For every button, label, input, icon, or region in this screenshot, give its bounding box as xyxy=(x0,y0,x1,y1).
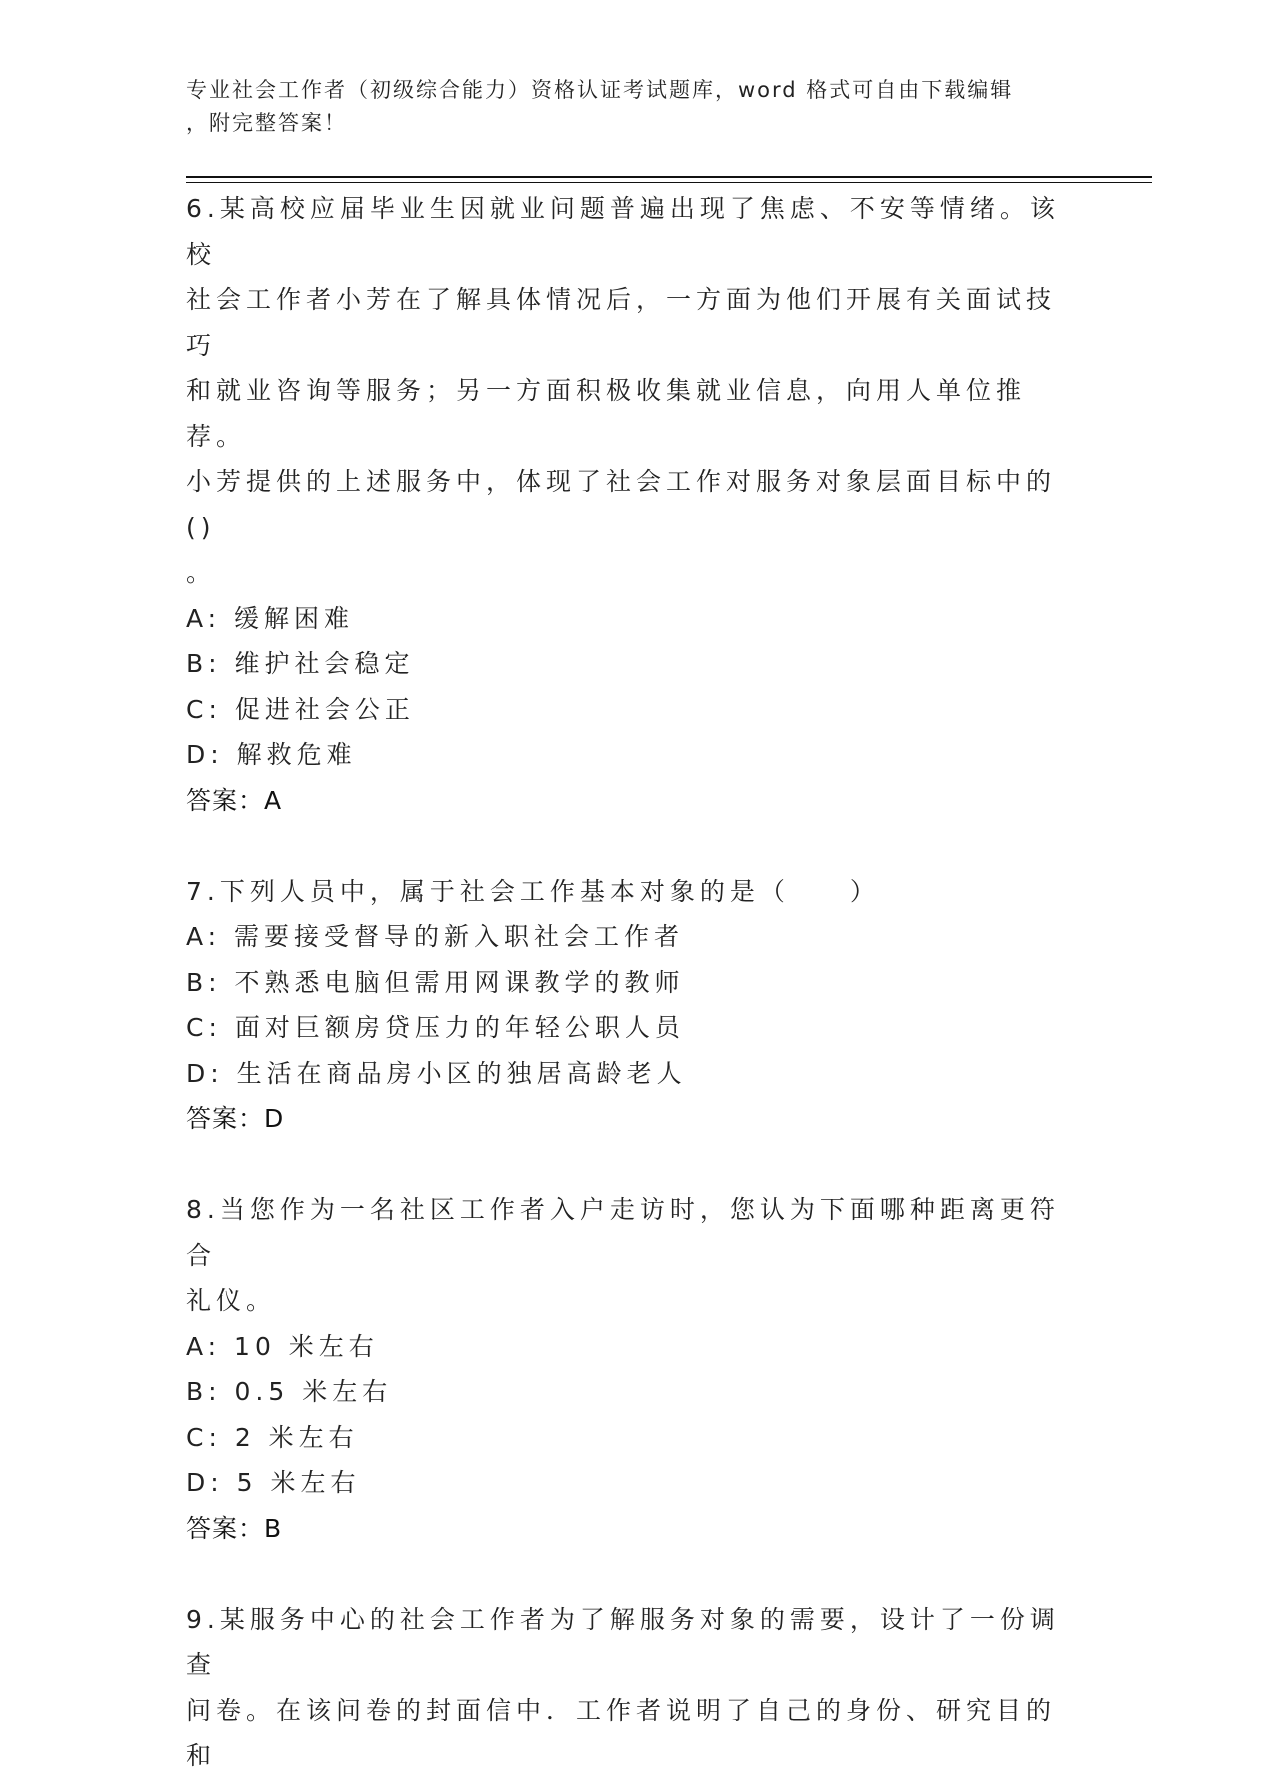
option-c: C: 面对巨额房贷压力的年轻公职人员 xyxy=(186,1013,685,1042)
question-9 xyxy=(186,1597,1066,1779)
option-a: A: 缓解困难 xyxy=(186,603,355,633)
header-line-2: ，附完整答案！ xyxy=(186,111,347,135)
answer-line: 答案：B xyxy=(186,1513,283,1543)
question-text-line: 和就业咨询等服务；另一方面积极收集就业信息，向用人单位推荐。 xyxy=(186,376,1027,451)
question-7 xyxy=(186,869,1066,1142)
option-c: C: 促进社会公正 xyxy=(186,694,415,724)
question-text-line: 小芳提供的上述服务中，体现了社会工作对服务对象层面目标中的() xyxy=(186,467,1057,542)
spacer xyxy=(186,823,1066,869)
question-6 xyxy=(186,186,1066,823)
spacer xyxy=(186,1551,1066,1597)
option-a: A: 需要接受督导的新入职社会工作者 xyxy=(186,922,685,951)
question-8 xyxy=(186,1187,1066,1551)
page-header xyxy=(186,74,1086,140)
option-d: D: 生活在商品房小区的独居高龄老人 xyxy=(186,1058,687,1088)
spacer xyxy=(186,1142,1066,1188)
header-line-1: 专业社会工作者（初级综合能力）资格认证考试题库，word 格式可自由下载编辑 xyxy=(186,78,1014,102)
header-rule-thick xyxy=(186,176,1152,178)
question-text-line: 8.当您作为一名社区工作者入户走访时，您认为下面哪种距离更符合 xyxy=(186,1195,1060,1270)
question-text-line: 9.某服务中心的社会工作者为了解服务对象的需要，设计了一份调查 xyxy=(186,1604,1060,1679)
answer-line: 答案：A xyxy=(186,785,283,815)
question-text-line: 礼仪。 xyxy=(186,1286,277,1315)
option-b: B: 维护社会稳定 xyxy=(186,649,415,678)
header-rule-thin xyxy=(186,182,1152,183)
option-b: B: 不熟悉电脑但需用网课教学的教师 xyxy=(186,967,685,997)
question-text-line: 。 xyxy=(186,558,217,587)
option-d: D: 解救危难 xyxy=(186,740,357,769)
answer-line: 答案：D xyxy=(186,1104,285,1133)
question-text-line: 问卷。在该问卷的封面信中．工作者说明了自己的身份、研究目的和 xyxy=(186,1695,1057,1770)
question-text-line: 7.下列人员中，属于社会工作基本对象的是（ ） xyxy=(186,876,880,906)
question-list xyxy=(186,186,1066,1779)
option-b: B: 0.5 米左右 xyxy=(186,1377,393,1406)
option-d: D: 5 米左右 xyxy=(186,1468,361,1497)
question-text-line: 社会工作者小芳在了解具体情况后，一方面为他们开展有关面试技巧 xyxy=(186,285,1057,360)
option-c: C: 2 米左右 xyxy=(186,1422,359,1452)
question-text-line: 6.某高校应届毕业生因就业问题普遍出现了焦虑、不安等情绪。该校 xyxy=(186,194,1060,269)
option-a: A: 10 米左右 xyxy=(186,1331,379,1361)
